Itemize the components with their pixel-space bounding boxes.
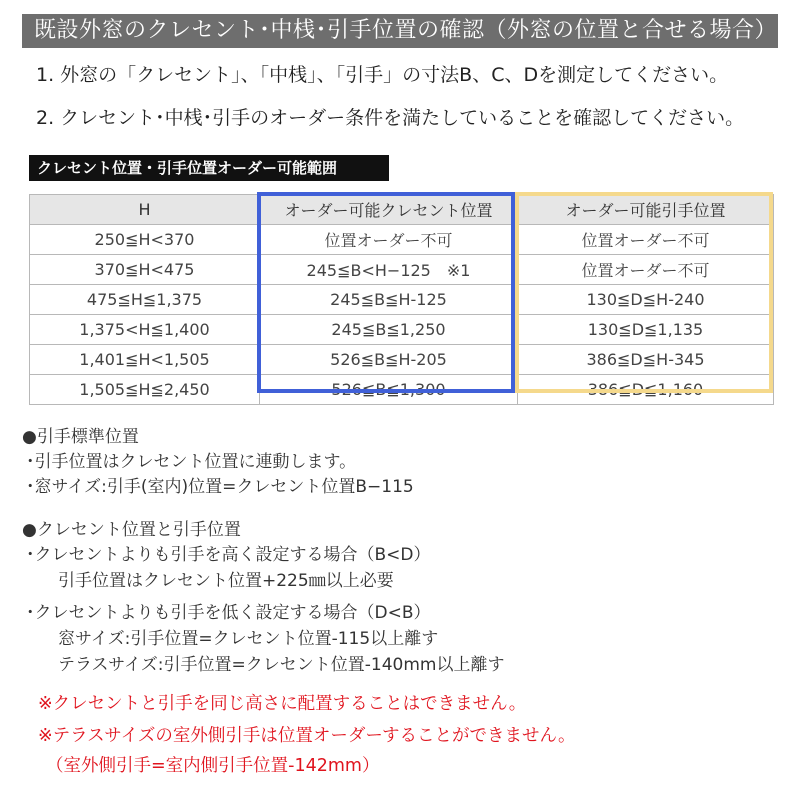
- relation-case-high: ･クレセントよりも引手を高く設定する場合（B<D）: [26, 545, 431, 565]
- cell-handle: 386≦D≦1,160: [518, 375, 774, 405]
- table-row: [30, 345, 774, 375]
- cell-handle: 130≦D≦1,135: [518, 315, 774, 345]
- cell-h: 1,401≦H<1,505: [30, 345, 260, 375]
- relation-case-low: ･クレセントよりも引手を低く設定する場合（D<B）: [26, 603, 431, 623]
- relation-case-high-rule: 引手位置はクレセント位置+225㎜以上必要: [58, 571, 394, 591]
- relation-case-low-terrace: テラスサイズ:引手位置=クレセント位置-140mm以上離す: [58, 655, 505, 675]
- cell-handle: 386≦D≦H-345: [518, 345, 774, 375]
- table-row: [30, 315, 774, 345]
- cell-crescent: 位置オーダー不可: [260, 225, 518, 255]
- page-title: 既設外窓のクレセント･中桟･引手位置の確認（外窓の位置と合せる場合）: [22, 14, 778, 48]
- cell-crescent: 245≦B<H−125 ※1: [260, 255, 518, 285]
- cell-crescent: 526≦B≦1,300: [260, 375, 518, 405]
- step-1-text: 1. 外窓の「クレセント」、「中桟」、「引手」の寸法B、C、Dを測定してください。: [36, 64, 729, 86]
- cell-handle: 位置オーダー不可: [518, 225, 774, 255]
- table-row: [30, 225, 774, 255]
- table-header-row: [30, 195, 774, 225]
- cell-crescent: 245≦B≦1,250: [260, 315, 518, 345]
- warning-2: ※テラスサイズの室外側引手は位置オーダーすることができません。: [38, 726, 576, 746]
- standard-heading: ●引手標準位置: [22, 427, 139, 447]
- cell-h: 1,375<H≦1,400: [30, 315, 260, 345]
- cell-crescent: 245≦B≦H-125: [260, 285, 518, 315]
- cell-h: 475≦H≦1,375: [30, 285, 260, 315]
- header-handle: オーダー可能引手位置: [518, 195, 774, 225]
- relation-heading: ●クレセント位置と引手位置: [22, 520, 241, 540]
- order-range-table: [29, 194, 774, 405]
- table-title: クレセント位置・引手位置オーダー可能範囲: [29, 155, 389, 181]
- cell-handle: 130≦D≦H-240: [518, 285, 774, 315]
- table-row: [30, 375, 774, 405]
- warning-1: ※クレセントと引手を同じ高さに配置することはできません。: [38, 694, 527, 714]
- header-crescent: オーダー可能クレセント位置: [260, 195, 518, 225]
- step-2-text: 2. クレセント･中桟･引手のオーダー条件を満たしていることを確認してください。: [36, 107, 745, 129]
- cell-h: 1,505≦H≦2,450: [30, 375, 260, 405]
- table-row: [30, 255, 774, 285]
- cell-h: 250≦H<370: [30, 225, 260, 255]
- standard-line-1: ･引手位置はクレセント位置に連動します。: [26, 452, 357, 472]
- warning-3: （室外側引手=室内側引手位置-142mm）: [46, 756, 380, 776]
- header-h: H: [30, 195, 260, 225]
- cell-crescent: 526≦B≦H-205: [260, 345, 518, 375]
- cell-handle: 位置オーダー不可: [518, 255, 774, 285]
- relation-case-low-window: 窓サイズ:引手位置=クレセント位置-115以上離す: [58, 629, 439, 649]
- cell-h: 370≦H<475: [30, 255, 260, 285]
- table-row: [30, 285, 774, 315]
- standard-line-2: ･窓サイズ:引手(室内)位置=クレセント位置B−115: [26, 477, 414, 497]
